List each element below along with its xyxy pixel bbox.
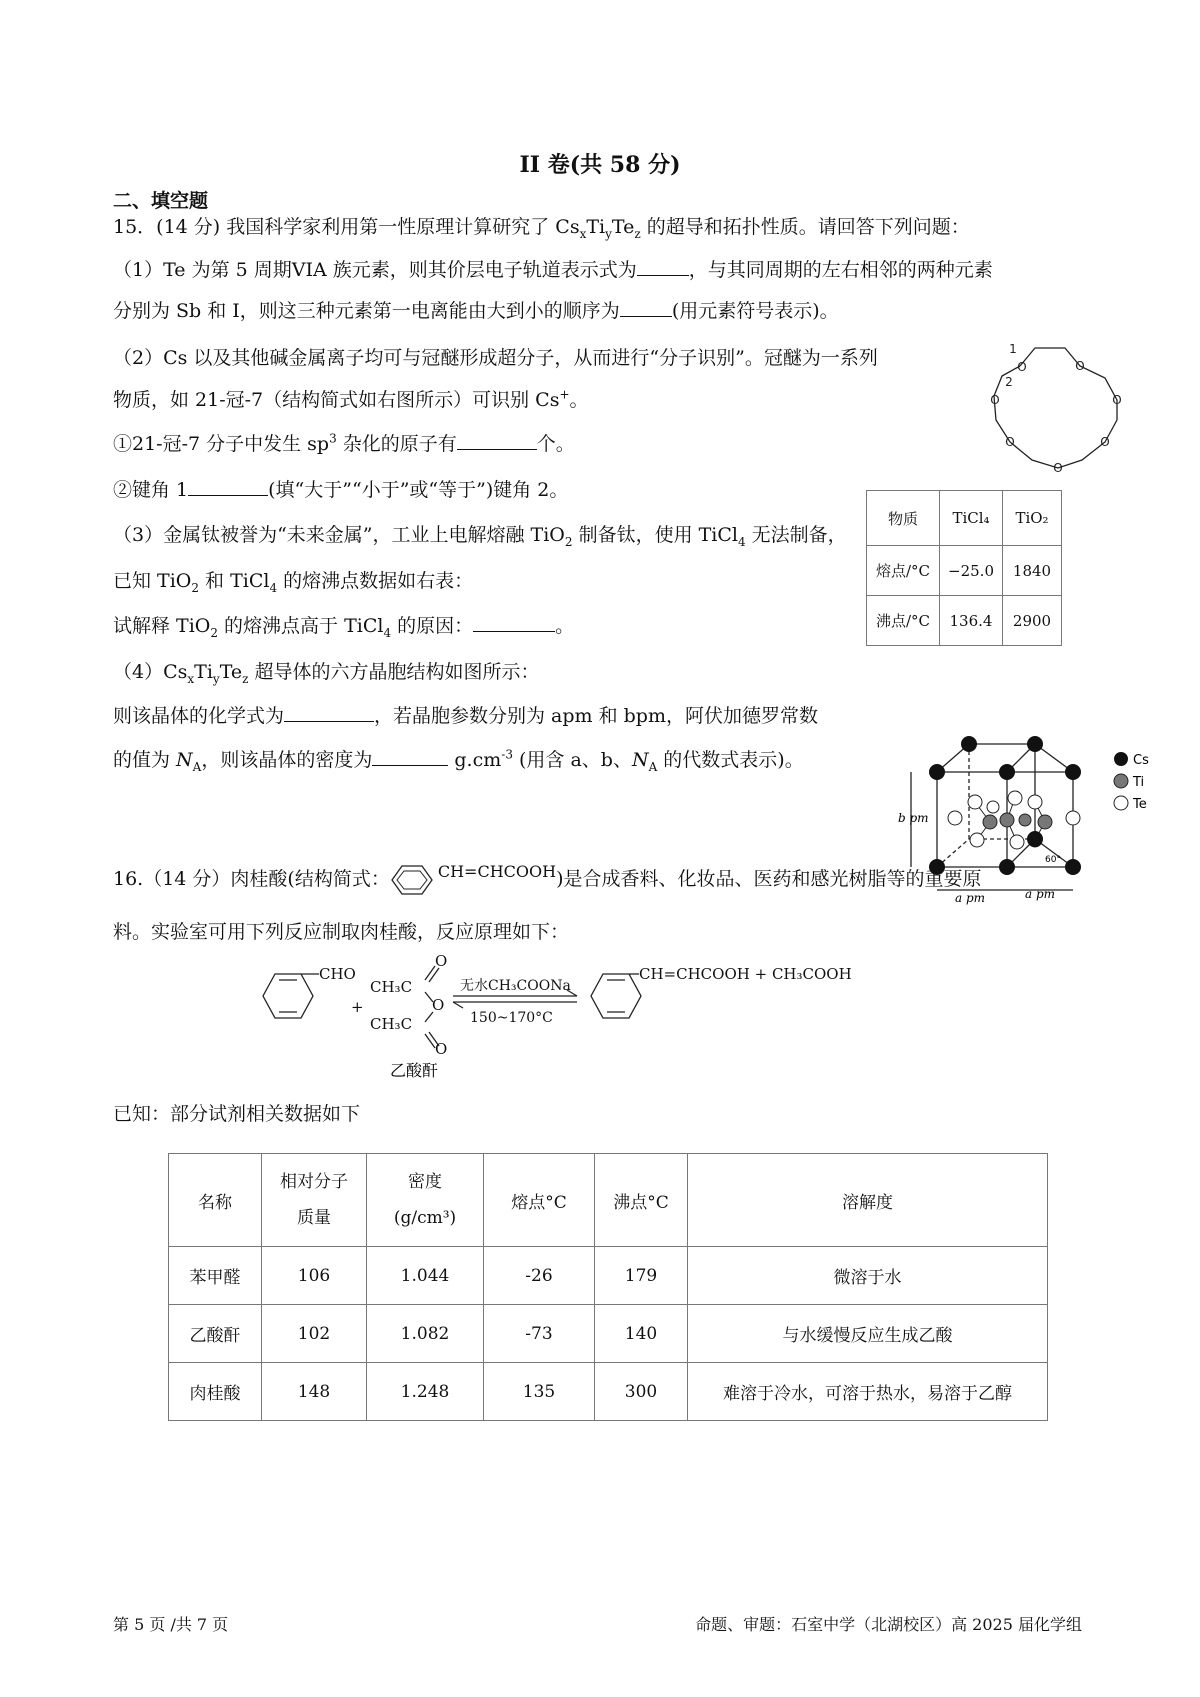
answer-blank[interactable]	[188, 477, 268, 496]
table-cell: 乙酸酐	[169, 1305, 262, 1363]
table-header-cell: TiO₂	[1003, 491, 1062, 546]
table-cell: 微溶于水	[688, 1247, 1048, 1305]
q15-part2-line1: （2）Cs 以及其他碱金属离子均可与冠醚形成超分子，从而进行“分子识别”。冠醚为一系列	[113, 347, 878, 369]
q15-part3-line1: （3）金属钛被誉为“未来金属”，工业上电解熔融 TiO$_2$ 制备钛，使用 TiCl$_4$ 无法制备，	[113, 524, 847, 549]
q15-part2-line3: ①21-冠-7 分子中发生 $sp^3$ 杂化的原子有 个。	[113, 431, 575, 455]
a-axis-label: a pm	[955, 891, 986, 905]
crown-o-atom: O	[1017, 360, 1027, 374]
table-cell: 1.248	[367, 1363, 484, 1421]
benzaldehyde-ring	[263, 974, 319, 1018]
table-cell: 1.044	[367, 1247, 484, 1305]
table-cell: 148	[262, 1363, 367, 1421]
table-header-cell: 密度 (g/cm³)	[367, 1154, 484, 1247]
table-row	[169, 1247, 1048, 1305]
table-cell: 136.4	[940, 596, 1003, 646]
product-ring	[591, 974, 641, 1018]
table-cell: 102	[262, 1305, 367, 1363]
legend-cs: Cs	[1133, 753, 1149, 768]
table-cell: −25.0	[940, 546, 1003, 596]
table-cell: 135	[484, 1363, 595, 1421]
answer-blank[interactable]	[284, 703, 374, 722]
q15-part4-line1: $(4)Cs_xTi_yTe_z$ 超导体的六方晶胞结构如图所示：	[113, 661, 540, 686]
plus-sign: +	[351, 998, 364, 1016]
q15-part2-line4: ②键角 1 (填“大于”“小于”或“等于”)键角 2。	[113, 479, 569, 501]
table-cell: -73	[484, 1305, 595, 1363]
footer-credit: 命题、审题：石室中学（北湖校区）高 2025 届化学组	[695, 1615, 1082, 1634]
crown-o-atom: O	[1005, 435, 1015, 449]
answer-blank[interactable]	[372, 747, 448, 766]
q15-part2-line2: 物质，如 21-冠-7（结构简式如右图所示）可识别 Cs+。	[113, 387, 589, 411]
crown-o-atom: O	[990, 393, 1000, 407]
crown-o-atom: O	[1075, 359, 1085, 373]
crown-o-atom: O	[1100, 435, 1110, 449]
table-cell: 1840	[1003, 546, 1062, 596]
carbonyl-o: O	[435, 1040, 448, 1058]
table-header-cell: 溶解度	[688, 1154, 1048, 1247]
bridge-o: O	[432, 996, 445, 1014]
table-cell: 179	[595, 1247, 688, 1305]
q16-stem-line1: 16.（14 分）肉桂酸(结构简式： $^{CH=CHCOOH}$)是合成香料、化妆品、医药和感光树脂等的重要原	[113, 862, 982, 898]
answer-blank[interactable]	[457, 431, 537, 450]
table-cell: 沸点/°C	[867, 596, 940, 646]
table-cell: 熔点/°C	[867, 546, 940, 596]
reaction-scheme	[255, 952, 965, 1080]
table-row	[169, 1305, 1048, 1363]
q15-part3-line2: 已知 TiO$_2$ 和 TiCl$_4$ 的熔沸点数据如右表：	[113, 570, 474, 595]
table-cell: -26	[484, 1247, 595, 1305]
acetyl-group-2: CH₃C	[370, 1015, 413, 1033]
answer-blank[interactable]	[637, 257, 689, 276]
anhydride-label: 乙酸酐	[390, 1061, 439, 1080]
product-formula: CH=CHCOOH + CH₃COOH	[639, 965, 852, 983]
table-header-cell: TiCl₄	[940, 491, 1003, 546]
q16-stem-line2: 料。实验室可用下列反应制取肉桂酸，反应原理如下：	[113, 921, 570, 943]
a-axis-label: a pm	[1025, 887, 1056, 901]
table-cell: 140	[595, 1305, 688, 1363]
table-cell: 肉桂酸	[169, 1363, 262, 1421]
known-data-intro: 已知：部分试剂相关数据如下	[113, 1103, 361, 1125]
acetyl-group-1: CH₃C	[370, 978, 413, 996]
legend-ti: Ti	[1133, 775, 1145, 790]
crown-o-atom: O	[1112, 393, 1122, 407]
table-header-cell: 名称	[169, 1154, 262, 1247]
answer-blank[interactable]	[620, 298, 672, 317]
carbonyl-o: O	[435, 952, 448, 970]
bond-angle-label-2: 2	[1005, 375, 1013, 389]
table-header-cell: 物质	[867, 491, 940, 546]
melting-boiling-table	[866, 490, 1062, 646]
cell-legend	[1114, 752, 1149, 812]
table-header-cell: 相对分子 质量	[262, 1154, 367, 1247]
table-row	[169, 1363, 1048, 1421]
reaction-temperature: 150~170°C	[470, 1010, 553, 1026]
bond-angle-label-1: 1	[1009, 342, 1017, 356]
table-header-cell: 沸点°C	[595, 1154, 688, 1247]
table-cell: 2900	[1003, 596, 1062, 646]
table-cell: 难溶于冷水，可溶于热水，易溶于乙醇	[688, 1363, 1048, 1421]
b-axis-label: b pm	[898, 811, 929, 825]
table-cell: 与水缓慢反应生成乙酸	[688, 1305, 1048, 1363]
q15-part1-line1: （1）Te 为第 5 周期VIA 族元素，则其价层电子轨道表示式为 ，与其同周期的左右相邻的两种元素	[113, 259, 993, 281]
page-title: II 卷(共 58 分)	[519, 152, 681, 178]
benzene-ring-icon	[390, 862, 438, 898]
crown-ether-ring	[994, 348, 1117, 468]
q15-part3-line3: 试解释 TiO$_2$ 的熔沸点高于 TiCl$_4$ 的原因： 。	[113, 615, 575, 640]
table-header-cell: 熔点°C	[484, 1154, 595, 1247]
q15-part1-line2: 分别为 Sb 和 I，则这三种元素第一电离能由大到小的顺序为 (用元素符号表示)。	[113, 300, 839, 322]
angle-label: 60°	[1045, 855, 1061, 865]
section-heading: 二、填空题	[113, 190, 209, 212]
reaction-catalyst: 无水CH₃COONa	[460, 978, 571, 994]
table-cell: 106	[262, 1247, 367, 1305]
ti-atoms	[983, 813, 1052, 829]
table-cell: 1.082	[367, 1305, 484, 1363]
q15-part4-line2: 则该晶体的化学式为 ，若晶胞参数分别为 apm 和 bpm，阿伏加德罗常数	[113, 705, 818, 727]
answer-blank[interactable]	[473, 613, 555, 632]
benzaldehyde-cho: CHO	[319, 965, 356, 983]
reagent-data-table	[168, 1153, 1048, 1421]
crown-o-atom: O	[1053, 461, 1063, 475]
page-number: 第 5 页 /共 7 页	[113, 1615, 229, 1634]
crown-ether-diagram	[980, 338, 1130, 480]
legend-te: Te	[1133, 797, 1147, 812]
table-cell: 300	[595, 1363, 688, 1421]
q15-part4-line3: 的值为 $N_A$，则该晶体的密度为 $g.cm^{-3}$ (用含 a、b、$N_A$ 的代数式表示)。	[113, 747, 804, 774]
table-cell: 苯甲醛	[169, 1247, 262, 1305]
q15-stem: 15．(14 分) 我国科学家利用第一性原理计算研究了 $Cs_xTi_yTe_z$ 的超导和拓扑性质。请回答下列问题：	[113, 216, 970, 241]
